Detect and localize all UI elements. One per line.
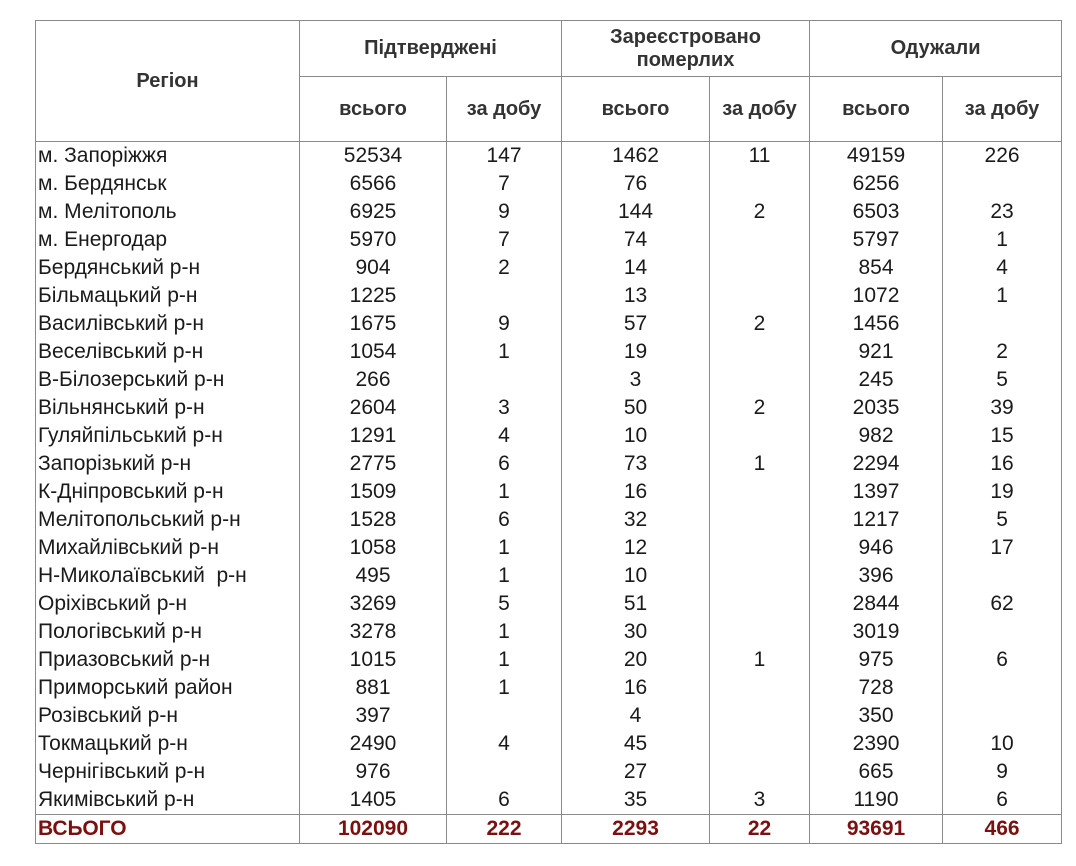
confirmed-daily-cell [447, 758, 562, 786]
recovered-total-cell: 946 [810, 534, 943, 562]
deaths-daily-cell [710, 674, 810, 702]
table-row [36, 142, 1062, 171]
table-row [36, 198, 1062, 226]
recovered-daily-cell: 6 [943, 646, 1062, 674]
confirmed-total-cell: 2490 [300, 730, 447, 758]
deaths-daily-cell [710, 422, 810, 450]
table-row [36, 702, 1062, 730]
deaths-daily-cell: 2 [710, 394, 810, 422]
confirmed-daily-cell: 1 [447, 674, 562, 702]
table-row [36, 646, 1062, 674]
deaths-total-cell: 35 [562, 786, 710, 815]
recovered-total-cell: 1190 [810, 786, 943, 815]
region-cell: Вільнянський р-н [36, 394, 300, 422]
recovered-total-cell: 665 [810, 758, 943, 786]
table-row [36, 450, 1062, 478]
region-cell: Оріхівський р-н [36, 590, 300, 618]
recovered-total-cell: 49159 [810, 142, 943, 171]
recovered-total-cell: 6503 [810, 198, 943, 226]
region-cell: Більмацький р-н [36, 282, 300, 310]
deaths-daily-cell [710, 366, 810, 394]
recovered-total-cell: 2294 [810, 450, 943, 478]
recovered-daily-cell: 1 [943, 282, 1062, 310]
recovered-total-cell: 854 [810, 254, 943, 282]
confirmed-daily-cell: 9 [447, 198, 562, 226]
deaths-total-cell: 19 [562, 338, 710, 366]
deaths-total-cell: 10 [562, 562, 710, 590]
recovered-daily-cell: 23 [943, 198, 1062, 226]
confirmed-total-cell: 6566 [300, 170, 447, 198]
recovered-daily-cell: 5 [943, 366, 1062, 394]
region-cell: м. Бердянськ [36, 170, 300, 198]
confirmed-daily-cell [447, 366, 562, 394]
confirmed-daily-cell: 1 [447, 338, 562, 366]
confirmed-total-cell: 52534 [300, 142, 447, 171]
recovered-daily-cell: 1 [943, 226, 1062, 254]
deaths-total-cell: 20 [562, 646, 710, 674]
recovered-total-cell: 396 [810, 562, 943, 590]
confirmed-daily-cell: 1 [447, 646, 562, 674]
confirmed-total-cell: 1054 [300, 338, 447, 366]
confirmed-total-cell: 1675 [300, 310, 447, 338]
table-row [36, 282, 1062, 310]
confirmed-total-cell: 1058 [300, 534, 447, 562]
confirmed-total-cell: 976 [300, 758, 447, 786]
deaths-daily-cell: 1 [710, 450, 810, 478]
header-recovered-total: всього [810, 77, 943, 142]
confirmed-total-cell: 1291 [300, 422, 447, 450]
recovered-total-cell: 1397 [810, 478, 943, 506]
region-cell: Бердянський р-н [36, 254, 300, 282]
confirmed-daily-cell: 4 [447, 422, 562, 450]
confirmed-daily-cell: 9 [447, 310, 562, 338]
region-cell: Василівський р-н [36, 310, 300, 338]
table-row [36, 226, 1062, 254]
recovered-daily-cell [943, 702, 1062, 730]
deaths-total-cell: 3 [562, 366, 710, 394]
deaths-total-cell: 16 [562, 674, 710, 702]
confirmed-total-cell: 397 [300, 702, 447, 730]
header-deaths-total: всього [562, 77, 710, 142]
table-body [36, 142, 1062, 844]
recovered-daily-cell: 6 [943, 786, 1062, 815]
region-cell: Чернігівський р-н [36, 758, 300, 786]
recovered-daily-cell [943, 618, 1062, 646]
recovered-total-cell: 2035 [810, 394, 943, 422]
recovered-daily-cell: 62 [943, 590, 1062, 618]
confirmed-daily-cell: 4 [447, 730, 562, 758]
confirmed-daily-cell: 147 [447, 142, 562, 171]
deaths-daily-cell [710, 562, 810, 590]
table-row [36, 506, 1062, 534]
deaths-daily-cell [710, 618, 810, 646]
deaths-daily-cell [710, 282, 810, 310]
table-row [36, 758, 1062, 786]
recovered-total-cell: 2844 [810, 590, 943, 618]
confirmed-daily-cell: 1 [447, 618, 562, 646]
header-confirmed: Підтверджені [300, 21, 562, 77]
recovered-daily-cell: 5 [943, 506, 1062, 534]
deaths-total-cell: 51 [562, 590, 710, 618]
region-cell: Приазовський р-н [36, 646, 300, 674]
table-row [36, 618, 1062, 646]
recovered-daily-cell: 10 [943, 730, 1062, 758]
header-recovered-daily: за добу [943, 77, 1062, 142]
region-cell: м. Мелітополь [36, 198, 300, 226]
confirmed-total-cell: 2604 [300, 394, 447, 422]
confirmed-total-cell: 1015 [300, 646, 447, 674]
deaths-daily-cell: 3 [710, 786, 810, 815]
confirmed-total-cell: 904 [300, 254, 447, 282]
recovered-daily-cell [943, 310, 1062, 338]
region-cell: В-Білозерський р-н [36, 366, 300, 394]
table-row [36, 338, 1062, 366]
total-recovered-total-cell: 93691 [810, 815, 943, 844]
recovered-total-cell: 1072 [810, 282, 943, 310]
recovered-total-cell: 2390 [810, 730, 943, 758]
confirmed-total-cell: 495 [300, 562, 447, 590]
header-region: Регіон [36, 21, 300, 142]
confirmed-daily-cell [447, 702, 562, 730]
recovered-daily-cell: 16 [943, 450, 1062, 478]
deaths-daily-cell [710, 702, 810, 730]
recovered-total-cell: 921 [810, 338, 943, 366]
confirmed-daily-cell: 5 [447, 590, 562, 618]
table-row [36, 254, 1062, 282]
deaths-total-cell: 74 [562, 226, 710, 254]
table-row [36, 590, 1062, 618]
region-cell: м. Енергодар [36, 226, 300, 254]
region-cell: Пологівський р-н [36, 618, 300, 646]
recovered-total-cell: 5797 [810, 226, 943, 254]
confirmed-daily-cell: 1 [447, 534, 562, 562]
deaths-total-cell: 144 [562, 198, 710, 226]
confirmed-total-cell: 2775 [300, 450, 447, 478]
recovered-total-cell: 6256 [810, 170, 943, 198]
confirmed-total-cell: 1225 [300, 282, 447, 310]
deaths-daily-cell: 11 [710, 142, 810, 171]
confirmed-total-cell: 3278 [300, 618, 447, 646]
deaths-daily-cell [710, 730, 810, 758]
confirmed-daily-cell: 3 [447, 394, 562, 422]
confirmed-total-cell: 3269 [300, 590, 447, 618]
recovered-total-cell: 1456 [810, 310, 943, 338]
table-row [36, 786, 1062, 815]
confirmed-total-cell: 1405 [300, 786, 447, 815]
deaths-total-cell: 16 [562, 478, 710, 506]
recovered-total-cell: 728 [810, 674, 943, 702]
recovered-daily-cell [943, 674, 1062, 702]
table-row [36, 478, 1062, 506]
total-deaths-total-cell: 2293 [562, 815, 710, 844]
confirmed-daily-cell: 6 [447, 506, 562, 534]
covid-stats-table [35, 20, 1062, 844]
total-deaths-daily-cell: 22 [710, 815, 810, 844]
region-cell: Гуляйпільський р-н [36, 422, 300, 450]
confirmed-daily-cell: 7 [447, 226, 562, 254]
deaths-total-cell: 13 [562, 282, 710, 310]
table-row [36, 170, 1062, 198]
deaths-total-cell: 27 [562, 758, 710, 786]
deaths-daily-cell [710, 338, 810, 366]
table-row [36, 730, 1062, 758]
region-cell: Приморський район [36, 674, 300, 702]
total-region-cell: ВСЬОГО [36, 815, 300, 844]
recovered-daily-cell: 17 [943, 534, 1062, 562]
deaths-daily-cell [710, 758, 810, 786]
deaths-total-cell: 14 [562, 254, 710, 282]
region-cell: Розівський р-н [36, 702, 300, 730]
table-row [36, 422, 1062, 450]
deaths-daily-cell [710, 590, 810, 618]
confirmed-total-cell: 6925 [300, 198, 447, 226]
table-row [36, 534, 1062, 562]
region-cell: Н-Миколаївський р-н [36, 562, 300, 590]
recovered-total-cell: 1217 [810, 506, 943, 534]
confirmed-daily-cell: 7 [447, 170, 562, 198]
confirmed-total-cell: 881 [300, 674, 447, 702]
region-cell: Токмацький р-н [36, 730, 300, 758]
recovered-daily-cell: 4 [943, 254, 1062, 282]
deaths-total-cell: 4 [562, 702, 710, 730]
region-cell: Михайлівський р-н [36, 534, 300, 562]
region-cell: К-Дніпровський р-н [36, 478, 300, 506]
deaths-daily-cell [710, 534, 810, 562]
deaths-total-cell: 12 [562, 534, 710, 562]
table-row [36, 366, 1062, 394]
region-cell: Мелітопольський р-н [36, 506, 300, 534]
header-confirmed-total: всього [300, 77, 447, 142]
confirmed-daily-cell: 1 [447, 562, 562, 590]
deaths-daily-cell [710, 478, 810, 506]
recovered-total-cell: 245 [810, 366, 943, 394]
recovered-total-cell: 350 [810, 702, 943, 730]
header-recovered: Одужали [810, 21, 1062, 77]
table-row [36, 674, 1062, 702]
recovered-total-cell: 3019 [810, 618, 943, 646]
deaths-daily-cell [710, 226, 810, 254]
region-cell: Веселівський р-н [36, 338, 300, 366]
total-recovered-daily-cell: 466 [943, 815, 1062, 844]
total-confirmed-total-cell: 102090 [300, 815, 447, 844]
deaths-daily-cell: 2 [710, 310, 810, 338]
region-cell: Якимівський р-н [36, 786, 300, 815]
recovered-daily-cell: 226 [943, 142, 1062, 171]
header-deaths: Зареєстровано померлих [562, 21, 810, 77]
confirmed-daily-cell: 6 [447, 450, 562, 478]
deaths-daily-cell: 2 [710, 198, 810, 226]
confirmed-daily-cell: 1 [447, 478, 562, 506]
region-cell: м. Запоріжжя [36, 142, 300, 171]
confirmed-total-cell: 1509 [300, 478, 447, 506]
deaths-daily-cell: 1 [710, 646, 810, 674]
deaths-total-cell: 10 [562, 422, 710, 450]
deaths-total-cell: 45 [562, 730, 710, 758]
region-cell: Запорізький р-н [36, 450, 300, 478]
recovered-total-cell: 982 [810, 422, 943, 450]
deaths-daily-cell [710, 170, 810, 198]
confirmed-total-cell: 266 [300, 366, 447, 394]
recovered-daily-cell: 2 [943, 338, 1062, 366]
confirmed-daily-cell: 2 [447, 254, 562, 282]
confirmed-daily-cell [447, 282, 562, 310]
total-confirmed-daily-cell: 222 [447, 815, 562, 844]
deaths-total-cell: 57 [562, 310, 710, 338]
deaths-total-cell: 32 [562, 506, 710, 534]
recovered-daily-cell: 19 [943, 478, 1062, 506]
recovered-daily-cell: 39 [943, 394, 1062, 422]
deaths-total-cell: 50 [562, 394, 710, 422]
confirmed-daily-cell: 6 [447, 786, 562, 815]
header-deaths-daily: за добу [710, 77, 810, 142]
recovered-daily-cell [943, 562, 1062, 590]
table-row [36, 310, 1062, 338]
header-confirmed-daily: за добу [447, 77, 562, 142]
deaths-total-cell: 30 [562, 618, 710, 646]
confirmed-total-cell: 5970 [300, 226, 447, 254]
table-row [36, 394, 1062, 422]
confirmed-total-cell: 1528 [300, 506, 447, 534]
table-row [36, 562, 1062, 590]
deaths-daily-cell [710, 506, 810, 534]
recovered-daily-cell: 15 [943, 422, 1062, 450]
recovered-total-cell: 975 [810, 646, 943, 674]
deaths-total-cell: 76 [562, 170, 710, 198]
recovered-daily-cell: 9 [943, 758, 1062, 786]
deaths-daily-cell [710, 254, 810, 282]
total-row [36, 815, 1062, 844]
recovered-daily-cell [943, 170, 1062, 198]
deaths-total-cell: 1462 [562, 142, 710, 171]
deaths-total-cell: 73 [562, 450, 710, 478]
